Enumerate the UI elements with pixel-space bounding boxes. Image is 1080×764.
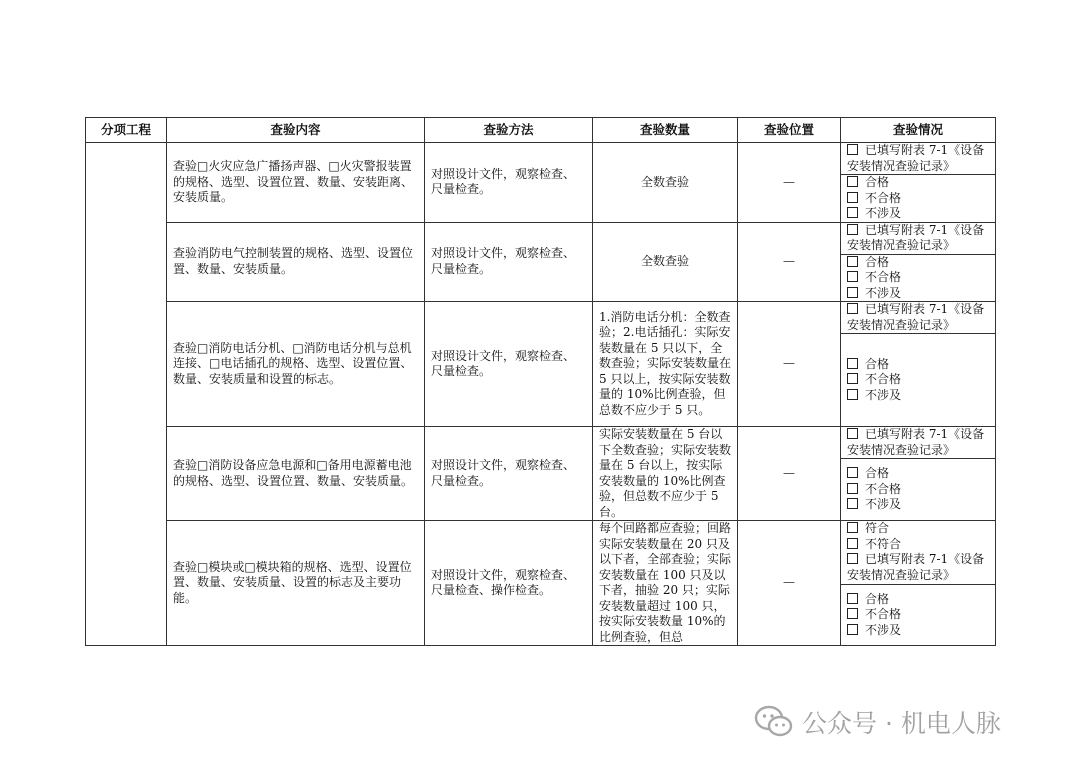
status-option: 已填写附表 7-1《设备安装情况查验记录》: [847, 552, 985, 582]
header-position: 查验位置: [738, 118, 841, 143]
position-cell: —: [738, 143, 841, 223]
status-option: 合格: [865, 466, 890, 481]
status-cell-top: [841, 427, 996, 459]
table-row: [86, 143, 996, 175]
checkbox[interactable]: [847, 538, 858, 549]
quantity-cell: 1.消防电话分机：全数查验；2.电话插孔：实际安装数量在 5 只以下，全数查验；实际安装数量在 5 只以上，按实际安装数量的 10%比例查验，但总数不应少于 5 只。: [593, 302, 738, 427]
inspection-table: [85, 117, 996, 646]
checkbox[interactable]: [847, 428, 858, 439]
method-cell: 对照设计文件，观察检查、尺量检查。: [425, 143, 593, 223]
checkbox[interactable]: [847, 373, 858, 384]
position-cell: —: [738, 427, 841, 521]
header-method: 查验方法: [425, 118, 593, 143]
checkbox[interactable]: [847, 287, 858, 298]
status-option: 已填写附表 7-1《设备安装情况查验记录》: [847, 222, 985, 252]
checkbox[interactable]: [847, 176, 858, 187]
subproject-cell: [86, 143, 167, 646]
checkbox[interactable]: [847, 256, 858, 267]
checkbox[interactable]: [847, 144, 858, 155]
checkbox[interactable]: [847, 207, 858, 218]
header-subproject: 分项工程: [86, 118, 167, 143]
checkbox[interactable]: [847, 192, 858, 203]
status-option: 已填写附表 7-1《设备安装情况查验记录》: [847, 427, 985, 457]
method-cell: 对照设计文件，观察检查、尺量检查、操作检查。: [425, 521, 593, 646]
status-option: 不合格: [865, 607, 902, 621]
status-option: 不符合: [865, 536, 902, 551]
table-header-row: [86, 118, 996, 143]
checkbox[interactable]: [847, 303, 858, 314]
header-content: 查验内容: [167, 118, 425, 143]
header-quantity: 查验数量: [593, 118, 738, 143]
table-row: [86, 427, 996, 459]
status-cell-bottom: [841, 334, 996, 427]
position-cell: —: [738, 521, 841, 646]
status-option: 不合格: [865, 372, 902, 387]
checkbox[interactable]: [847, 608, 858, 619]
checkbox[interactable]: [847, 271, 858, 282]
quantity-cell: 实际安装数量在 5 台以下全数查验；实际安装数量在 5 台以上，按实际安装数量的 10%比例查验，但总数不应少于 5 台。: [593, 427, 738, 521]
checkbox[interactable]: [847, 358, 858, 369]
method-cell: 对照设计文件，观察检查、尺量检查。: [425, 302, 593, 427]
status-option: 已填写附表 7-1《设备安装情况查验记录》: [847, 302, 985, 332]
checkbox[interactable]: [847, 624, 858, 635]
content-cell: 查验□模块或□模块箱的规格、选型、设置位置、数量、安装质量、设置的标志及主要功能。: [167, 521, 425, 646]
status-option: 合格: [865, 591, 890, 606]
checkbox[interactable]: [847, 389, 858, 400]
status-option: 不涉及: [865, 497, 902, 512]
watermark-text: 公众号 · 机电人脉: [802, 709, 1001, 738]
checkbox[interactable]: [847, 483, 858, 494]
quantity-cell: 每个回路都应查验；回路实际安装数量在 20 只及以下者，全部查验；实际安装数量在 100 只及以下者，抽验 20 只；实际安装数量超过 100 只，按实际安装数量 10%的比例查验，但总: [593, 521, 738, 646]
content-cell: 查验□消防设备应急电源和□备用电源蓄电池的规格、选型、设置位置、数量、安装质量。: [167, 427, 425, 521]
watermark: [754, 704, 1001, 740]
status-cell-bottom: [841, 584, 996, 646]
checkbox[interactable]: [847, 467, 858, 478]
table-row: [86, 302, 996, 334]
checkbox[interactable]: [847, 522, 858, 533]
checkbox[interactable]: [847, 224, 858, 235]
wechat-icon: [754, 705, 794, 739]
method-cell: 对照设计文件，观察检查、尺量检查。: [425, 222, 593, 302]
position-cell: —: [738, 222, 841, 302]
status-option: 不合格: [865, 270, 902, 284]
content-cell: 查验□火灾应急广播扬声器、□火灾警报装置的规格、选型、设置位置、数量、安装距离、安装质量。: [167, 143, 425, 223]
table-row: [86, 521, 996, 585]
status-cell-bottom: [841, 459, 996, 521]
status-option: 不涉及: [865, 622, 902, 637]
status-option: 合格: [865, 254, 890, 269]
table-row: [86, 222, 996, 254]
checkbox[interactable]: [847, 593, 858, 604]
position-cell: —: [738, 302, 841, 427]
status-cell-bottom: [841, 254, 996, 302]
status-option: 不涉及: [865, 387, 902, 402]
status-option: 已填写附表 7-1《设备安装情况查验记录》: [847, 143, 985, 173]
status-cell-top: [841, 222, 996, 254]
status-cell-top: [841, 521, 996, 585]
quantity-cell: 全数查验: [593, 143, 738, 223]
status-option: 符合: [865, 521, 890, 536]
status-cell-top: [841, 302, 996, 334]
checkbox[interactable]: [847, 553, 858, 564]
status-option: 不合格: [865, 190, 902, 205]
header-status: 查验情况: [841, 118, 996, 143]
status-option: 不涉及: [865, 285, 902, 300]
method-cell: 对照设计文件，观察检查、尺量检查。: [425, 427, 593, 521]
status-cell-top: [841, 143, 996, 175]
status-cell-bottom: [841, 175, 996, 223]
status-option: 合格: [865, 356, 890, 371]
quantity-cell: 全数查验: [593, 222, 738, 302]
status-option: 不合格: [865, 481, 902, 496]
content-cell: 查验□消防电话分机、□消防电话分机与总机连接、□电话插孔的规格、选型、设置位置、数量、安装质量和设置的标志。: [167, 302, 425, 427]
status-option: 不涉及: [865, 206, 902, 220]
content-cell: 查验消防电气控制装置的规格、选型、设置位置、数量、安装质量。: [167, 222, 425, 302]
checkbox[interactable]: [847, 498, 858, 509]
status-option: 合格: [865, 175, 890, 189]
